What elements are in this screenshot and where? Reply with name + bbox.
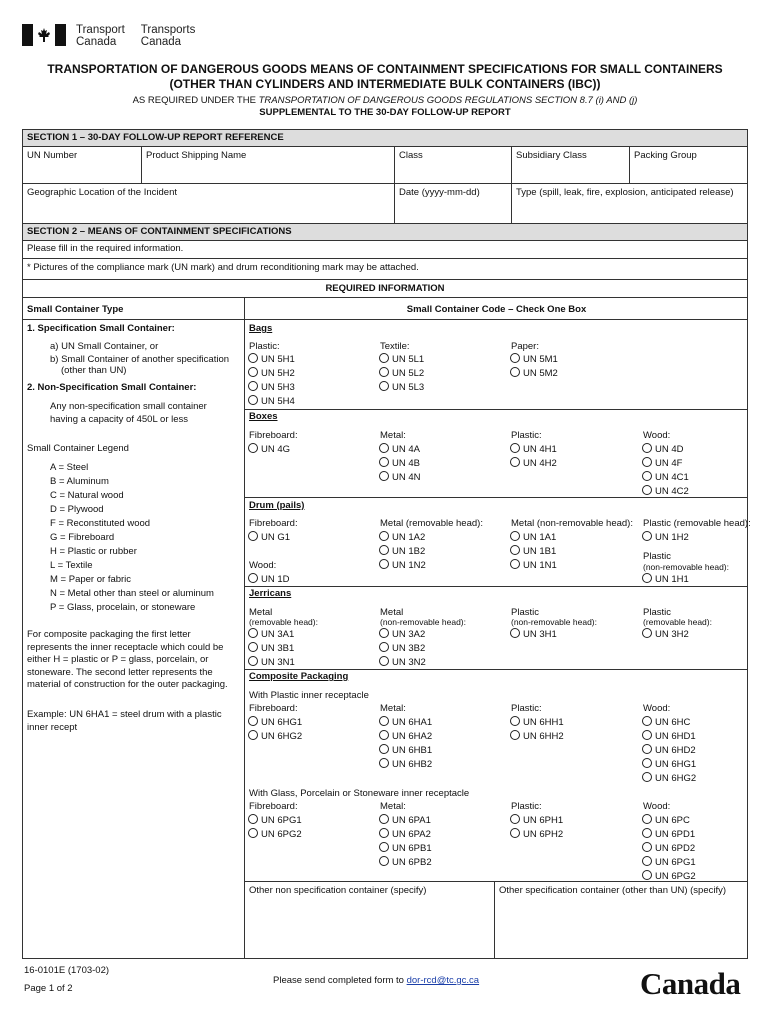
regulation-reference: AS REQUIRED UNDER THE TRANSPORTATION OF DANGEROUS GOODS REGULATIONS SECTION 8.7 (i) AND (j) bbox=[132, 95, 638, 106]
container-code-option[interactable] bbox=[642, 471, 689, 483]
subsidiary-class-field[interactable]: Subsidiary Class bbox=[516, 150, 587, 161]
legend-item: M = Paper or fabric bbox=[50, 574, 132, 585]
container-code-option[interactable] bbox=[379, 716, 432, 728]
radio-icon[interactable] bbox=[248, 628, 258, 638]
radio-icon[interactable] bbox=[642, 814, 652, 824]
small-container-type-heading: Small Container Type bbox=[27, 304, 124, 315]
example-line: Example: UN 6HA1 = steel drum with a plastic bbox=[27, 709, 222, 720]
jerricans-plastic-nonremovable-note: (non-removable head): bbox=[511, 617, 597, 627]
option-label: UN 6HH1 bbox=[523, 717, 564, 728]
composite-line: represents the inner receptacle which could be bbox=[27, 641, 224, 653]
container-code-option[interactable] bbox=[510, 730, 564, 742]
radio-icon[interactable] bbox=[642, 828, 652, 838]
radio-icon[interactable] bbox=[642, 485, 652, 495]
option-label: UN 1A1 bbox=[523, 532, 557, 543]
container-code-option[interactable] bbox=[248, 573, 290, 585]
container-code-heading: Small Container Code – Check One Box bbox=[406, 304, 587, 315]
option-label: UN 6HD1 bbox=[655, 731, 696, 742]
container-code-option[interactable] bbox=[379, 628, 425, 640]
container-code-option[interactable] bbox=[379, 758, 432, 770]
drum-metal-removable-label: Metal (removable head): bbox=[380, 518, 483, 529]
container-code-option[interactable] bbox=[642, 457, 682, 469]
option-label: UN G1 bbox=[261, 532, 291, 543]
option-label: UN 3N2 bbox=[392, 657, 426, 668]
option-label: UN 3N1 bbox=[261, 657, 295, 668]
option-label: UN 6HB2 bbox=[392, 759, 433, 770]
option-label: UN 5H4 bbox=[261, 396, 295, 407]
option-label: UN 6PC bbox=[655, 815, 690, 826]
radio-icon[interactable] bbox=[248, 828, 258, 838]
container-code-option[interactable] bbox=[642, 744, 696, 756]
radio-icon[interactable] bbox=[379, 730, 389, 740]
radio-icon[interactable] bbox=[379, 381, 389, 391]
option-label: UN 5H1 bbox=[261, 354, 295, 365]
container-code-option[interactable] bbox=[510, 443, 557, 455]
legend-item: P = Glass, procelain, or stoneware bbox=[50, 602, 196, 613]
container-code-option[interactable] bbox=[379, 656, 426, 668]
container-code-option[interactable] bbox=[379, 856, 432, 868]
radio-icon[interactable] bbox=[379, 443, 389, 453]
product-shipping-name-field[interactable]: Product Shipping Name bbox=[146, 150, 247, 161]
option-label: UN 3H1 bbox=[523, 629, 557, 640]
container-code-option[interactable] bbox=[248, 656, 295, 668]
container-code-option[interactable] bbox=[379, 814, 431, 826]
bags-heading: Bags bbox=[249, 323, 273, 334]
option-label: UN 6HG1 bbox=[655, 759, 697, 770]
radio-icon[interactable] bbox=[510, 559, 520, 569]
boxes-fibreboard-label: Fibreboard: bbox=[249, 430, 298, 441]
comp-wood-label: Wood: bbox=[643, 703, 671, 714]
option-label: UN 6PB1 bbox=[392, 843, 432, 854]
dept-name-en: Transport Canada bbox=[76, 24, 125, 48]
option-label: UN 4A bbox=[392, 444, 420, 455]
legend-item: C = Natural wood bbox=[50, 490, 124, 501]
fill-instruction: Please fill in the required information. bbox=[27, 243, 184, 254]
container-code-option[interactable] bbox=[379, 367, 424, 379]
option-label: UN 3B2 bbox=[392, 643, 426, 654]
container-code-option[interactable] bbox=[510, 457, 557, 469]
option-label: UN 1N2 bbox=[392, 560, 426, 571]
container-code-option[interactable] bbox=[642, 573, 689, 585]
drum-fibreboard-label: Fibreboard: bbox=[249, 518, 298, 529]
container-code-option[interactable] bbox=[642, 730, 696, 742]
radio-icon[interactable] bbox=[642, 531, 652, 541]
boxes-wood-label: Wood: bbox=[643, 430, 671, 441]
date-field[interactable]: Date (yyyy-mm-dd) bbox=[399, 187, 480, 198]
bags-paper-label: Paper: bbox=[511, 341, 539, 352]
un-number-field[interactable]: UN Number bbox=[27, 150, 78, 161]
option-label: UN 5L1 bbox=[392, 354, 425, 365]
legend-heading: Small Container Legend bbox=[27, 443, 129, 454]
composite-heading: Composite Packaging bbox=[249, 671, 349, 682]
send-instruction: Please send completed form to dor-rcd@tc.gc.ca bbox=[273, 975, 480, 986]
radio-icon[interactable] bbox=[510, 628, 520, 638]
option-label: UN 3H2 bbox=[655, 629, 689, 640]
radio-icon[interactable] bbox=[379, 367, 389, 377]
option-label: UN 6HG2 bbox=[655, 773, 697, 784]
radio-icon[interactable] bbox=[510, 814, 520, 824]
radio-icon[interactable] bbox=[379, 471, 389, 481]
radio-icon[interactable] bbox=[510, 716, 520, 726]
option-label: UN 1H1 bbox=[655, 574, 689, 585]
composite-line: material of construction for the outer packaging. bbox=[27, 679, 228, 691]
required-information-heading: REQUIRED INFORMATION bbox=[325, 283, 445, 294]
container-code-option[interactable] bbox=[510, 367, 558, 379]
option-label: UN 6PG1 bbox=[655, 857, 696, 868]
option-label: UN 5M2 bbox=[523, 368, 558, 379]
option-label: UN 6PH2 bbox=[523, 829, 564, 840]
container-code-option[interactable] bbox=[379, 471, 421, 483]
jerricans-plastic-removable-label: Plastic bbox=[643, 607, 671, 618]
jerricans-heading: Jerricans bbox=[249, 588, 292, 599]
option-label: UN 6PH1 bbox=[523, 815, 564, 826]
container-code-option[interactable] bbox=[510, 814, 563, 826]
boxes-metal-label: Metal: bbox=[380, 430, 406, 441]
drum-wood-label: Wood: bbox=[249, 560, 277, 571]
option-label: UN 6HA1 bbox=[392, 717, 433, 728]
non-spec-description-1: Any non-specification small container bbox=[50, 401, 207, 412]
radio-icon[interactable] bbox=[642, 842, 652, 852]
boxes-heading: Boxes bbox=[249, 411, 278, 422]
section-1-title: SECTION 1 – 30-DAY FOLLOW-UP REPORT REFERENCE bbox=[23, 130, 747, 146]
option-label: UN 3B1 bbox=[261, 643, 295, 654]
legend-item: F = Reconstituted wood bbox=[50, 518, 151, 529]
drum-metal-nonremovable-label: Metal (non-removable head): bbox=[511, 518, 633, 529]
option-label: UN 6PG1 bbox=[261, 815, 302, 826]
radio-icon[interactable] bbox=[510, 353, 520, 363]
option-label: UN 6HG2 bbox=[261, 731, 303, 742]
section-2-title: SECTION 2 – MEANS OF CONTAINMENT SPECIFICATIONS bbox=[23, 224, 747, 240]
radio-icon[interactable] bbox=[379, 545, 389, 555]
container-code-option[interactable] bbox=[642, 443, 684, 455]
option-label: UN 1B1 bbox=[523, 546, 557, 557]
container-code-option[interactable] bbox=[642, 856, 696, 868]
option-label: UN 5M1 bbox=[523, 354, 558, 365]
legend-item: H = Plastic or rubber bbox=[50, 546, 137, 557]
option-label: UN 6HD2 bbox=[655, 745, 696, 756]
radio-icon[interactable] bbox=[379, 628, 389, 638]
radio-icon[interactable] bbox=[379, 842, 389, 852]
container-code-option[interactable] bbox=[248, 828, 302, 840]
comp2-wood-label: Wood: bbox=[643, 801, 671, 812]
option-label: UN 4C2 bbox=[655, 486, 689, 497]
option-label: UN 1A2 bbox=[392, 532, 426, 543]
non-spec-description-2: having a capacity of 450L or less bbox=[50, 414, 189, 425]
container-code-option[interactable] bbox=[642, 758, 696, 770]
option-label: UN 4N bbox=[392, 472, 421, 483]
radio-icon[interactable] bbox=[642, 573, 652, 583]
composite-line: stoneware. The second letter represents the bbox=[27, 666, 213, 678]
radio-icon[interactable] bbox=[379, 656, 389, 666]
container-code-option[interactable] bbox=[510, 628, 557, 640]
pictures-note: * Pictures of the compliance mark (UN mark) and drum reconditioning mark may be attached. bbox=[27, 262, 419, 273]
comp2-metal-label: Metal: bbox=[380, 801, 406, 812]
radio-icon[interactable] bbox=[248, 531, 258, 541]
radio-icon[interactable] bbox=[642, 716, 652, 726]
container-code-option[interactable] bbox=[379, 353, 424, 365]
option-label: UN 4C1 bbox=[655, 472, 689, 483]
radio-icon[interactable] bbox=[379, 457, 389, 467]
container-code-option[interactable] bbox=[379, 443, 420, 455]
jerricans-metal-removable-note: (removable head): bbox=[249, 617, 318, 627]
container-code-option[interactable] bbox=[379, 457, 420, 469]
container-code-option[interactable] bbox=[379, 559, 426, 571]
option-label: UN 5H2 bbox=[261, 368, 295, 379]
legend-item: G = Fibreboard bbox=[50, 532, 115, 543]
drum-plastic-nonremovable-note: (non-removable head): bbox=[643, 562, 729, 572]
radio-icon[interactable] bbox=[642, 772, 652, 782]
radio-icon[interactable] bbox=[379, 353, 389, 363]
option-b: b) Small Container of another specification bbox=[50, 354, 230, 365]
option-label: UN 6PB2 bbox=[392, 857, 432, 868]
radio-icon[interactable] bbox=[510, 457, 520, 467]
bags-plastic-label: Plastic: bbox=[249, 341, 280, 352]
option-label: UN 1D bbox=[261, 574, 290, 585]
container-code-option[interactable] bbox=[248, 716, 302, 728]
comp-fibreboard-label: Fibreboard: bbox=[249, 703, 298, 714]
container-code-option[interactable] bbox=[642, 772, 696, 784]
radio-icon[interactable] bbox=[248, 381, 258, 391]
container-code-option[interactable] bbox=[248, 531, 290, 543]
radio-icon[interactable] bbox=[379, 716, 389, 726]
composite-line: For composite packaging the first letter bbox=[27, 629, 191, 640]
radio-icon[interactable] bbox=[510, 730, 520, 740]
radio-icon[interactable] bbox=[248, 814, 258, 824]
option-label: UN 5H3 bbox=[261, 382, 295, 393]
jerricans-plastic-removable-note: (removable head): bbox=[643, 617, 712, 627]
radio-icon[interactable] bbox=[248, 716, 258, 726]
canada-flag-icon bbox=[22, 24, 66, 46]
container-code-option[interactable] bbox=[642, 842, 695, 854]
container-code-option[interactable] bbox=[642, 628, 689, 640]
option-label: UN 6HH2 bbox=[523, 731, 564, 742]
glass-inner-heading: With Glass, Porcelain or Stoneware inner receptacle bbox=[249, 788, 470, 799]
composite-line: either H = plastic or P = glass, porcelain, or bbox=[27, 654, 209, 666]
container-code-option[interactable] bbox=[248, 353, 295, 365]
jerricans-plastic-nonremovable-label: Plastic bbox=[511, 607, 539, 618]
radio-icon[interactable] bbox=[248, 367, 258, 377]
legend-item: B = Aluminum bbox=[50, 476, 109, 487]
radio-icon[interactable] bbox=[248, 573, 258, 583]
option-label: UN 1N1 bbox=[523, 560, 557, 571]
other-spec-field[interactable]: Other specification container (other than UN) (specify) bbox=[499, 885, 727, 896]
form-number: 16-0101E (1703-02) bbox=[24, 965, 110, 976]
radio-icon[interactable] bbox=[642, 443, 652, 453]
container-code-option[interactable] bbox=[510, 545, 556, 557]
comp2-fibreboard-label: Fibreboard: bbox=[249, 801, 298, 812]
container-code-option[interactable] bbox=[248, 814, 302, 826]
radio-icon[interactable] bbox=[248, 443, 258, 453]
container-code-option[interactable] bbox=[510, 828, 563, 840]
option-label: UN 4H1 bbox=[523, 444, 557, 455]
container-code-option[interactable] bbox=[248, 642, 294, 654]
radio-icon[interactable] bbox=[642, 457, 652, 467]
container-code-option[interactable] bbox=[379, 642, 425, 654]
radio-icon[interactable] bbox=[510, 828, 520, 838]
option-label: UN 6PD2 bbox=[655, 843, 696, 854]
radio-icon[interactable] bbox=[642, 744, 652, 754]
radio-icon[interactable] bbox=[642, 758, 652, 768]
container-code-option[interactable] bbox=[379, 842, 432, 854]
radio-icon[interactable] bbox=[379, 828, 389, 838]
option-label: UN 6PD1 bbox=[655, 829, 696, 840]
container-code-option[interactable] bbox=[510, 531, 556, 543]
drum-plastic-nonremovable-label: Plastic bbox=[643, 551, 671, 562]
radio-icon[interactable] bbox=[379, 744, 389, 754]
radio-icon[interactable] bbox=[642, 628, 652, 638]
radio-icon[interactable] bbox=[510, 531, 520, 541]
radio-icon[interactable] bbox=[510, 545, 520, 555]
non-specification-heading: 2. Non-Specification Small Container: bbox=[27, 382, 197, 393]
container-code-option[interactable] bbox=[379, 545, 425, 557]
radio-icon[interactable] bbox=[248, 642, 258, 652]
radio-icon[interactable] bbox=[379, 642, 389, 652]
container-code-option[interactable] bbox=[248, 395, 295, 407]
container-code-option[interactable] bbox=[248, 367, 295, 379]
option-label: UN 1B2 bbox=[392, 546, 426, 557]
legend-item: A = Steel bbox=[50, 462, 89, 473]
packing-group-field[interactable]: Packing Group bbox=[634, 150, 697, 161]
option-label: UN 6HG1 bbox=[261, 717, 303, 728]
option-label: UN 6PA1 bbox=[392, 815, 431, 826]
option-label: UN 1H2 bbox=[655, 532, 689, 543]
geographic-location-field[interactable]: Geographic Location of the Incident bbox=[27, 187, 177, 198]
option-label: UN 5L2 bbox=[392, 368, 425, 379]
radio-icon[interactable] bbox=[642, 870, 652, 880]
option-label: UN 6HB1 bbox=[392, 745, 433, 756]
container-code-option[interactable] bbox=[379, 744, 432, 756]
container-code-option[interactable] bbox=[248, 628, 294, 640]
option-label: UN 4F bbox=[655, 458, 683, 469]
legend-item: L = Textile bbox=[50, 560, 93, 571]
radio-icon[interactable] bbox=[642, 730, 652, 740]
option-label: UN 4D bbox=[655, 444, 684, 455]
class-field[interactable]: Class bbox=[399, 150, 423, 161]
radio-icon[interactable] bbox=[510, 367, 520, 377]
radio-icon[interactable] bbox=[379, 531, 389, 541]
container-code-option[interactable] bbox=[248, 381, 295, 393]
container-code-option[interactable] bbox=[379, 381, 424, 393]
option-label: UN 3A2 bbox=[392, 629, 426, 640]
comp-metal-label: Metal: bbox=[380, 703, 406, 714]
supplemental-note: SUPPLEMENTAL TO THE 30-DAY FOLLOW-UP REPORT bbox=[259, 107, 511, 118]
boxes-plastic-label: Plastic: bbox=[511, 430, 542, 441]
jerricans-metal-nonremovable-note: (non-removable head): bbox=[380, 617, 466, 627]
legend-item: N = Metal other than steel or aluminum bbox=[50, 588, 214, 599]
container-code-option[interactable] bbox=[510, 353, 558, 365]
option-label: UN 5L3 bbox=[392, 382, 425, 393]
comp-plastic-label: Plastic: bbox=[511, 703, 542, 714]
radio-icon[interactable] bbox=[248, 395, 258, 405]
option-label: UN 4H2 bbox=[523, 458, 557, 469]
container-code-option[interactable] bbox=[642, 870, 696, 882]
container-code-option[interactable] bbox=[642, 531, 689, 543]
plastic-inner-heading: With Plastic inner receptacle bbox=[249, 690, 369, 701]
legend-item: D = Plywood bbox=[50, 504, 104, 515]
bags-textile-label: Textile: bbox=[380, 341, 410, 352]
option-label: UN 4B bbox=[392, 458, 420, 469]
container-code-option[interactable] bbox=[248, 443, 290, 455]
radio-icon[interactable] bbox=[642, 471, 652, 481]
page-number: Page 1 of 2 bbox=[24, 983, 73, 994]
option-label: UN 4G bbox=[261, 444, 291, 455]
container-code-option[interactable] bbox=[642, 828, 695, 840]
container-code-option[interactable] bbox=[642, 485, 689, 497]
option-label: UN 3A1 bbox=[261, 629, 295, 640]
other-non-spec-field[interactable]: Other non specification container (specify) bbox=[249, 885, 427, 896]
radio-icon[interactable] bbox=[248, 353, 258, 363]
option-a: a) UN Small Container, or bbox=[50, 341, 159, 352]
container-code-option[interactable] bbox=[510, 716, 564, 728]
government-header bbox=[22, 24, 195, 48]
container-code-option[interactable] bbox=[642, 716, 690, 728]
specification-heading: 1. Specification Small Container: bbox=[27, 323, 175, 334]
radio-icon[interactable] bbox=[379, 758, 389, 768]
container-code-option[interactable] bbox=[379, 828, 431, 840]
radio-icon[interactable] bbox=[379, 814, 389, 824]
option-b-note: (other than UN) bbox=[61, 365, 127, 376]
option-label: UN 6HC bbox=[655, 717, 691, 728]
dept-name-fr: Transports Canada bbox=[140, 24, 196, 48]
radio-icon[interactable] bbox=[248, 656, 258, 666]
jerricans-metal-nonremovable-label: Metal bbox=[380, 607, 404, 618]
container-code-option[interactable] bbox=[379, 531, 425, 543]
example-line: inner recept bbox=[27, 721, 78, 733]
canada-wordmark: Canada bbox=[640, 966, 741, 1001]
radio-icon[interactable] bbox=[248, 730, 258, 740]
form-title: TRANSPORTATION OF DANGEROUS GOODS MEANS OF CONTAINMENT SPECIFICATIONS FOR SMALL CONTAINERS (OTHER THAN CYLINDERS AND INTERMEDIATE BULK CONTAINERS (IBC)) bbox=[47, 62, 723, 91]
option-label: UN 6PG2 bbox=[655, 871, 696, 882]
container-code-option[interactable] bbox=[510, 559, 557, 571]
incident-type-field[interactable]: Type (spill, leak, fire, explosion, anticipated release) bbox=[516, 187, 734, 198]
comp2-plastic-label: Plastic: bbox=[511, 801, 542, 812]
option-label: UN 6PG2 bbox=[261, 829, 302, 840]
container-code-option[interactable] bbox=[379, 730, 432, 742]
drum-plastic-removable-label: Plastic (removable head): bbox=[643, 518, 751, 529]
container-code-option[interactable] bbox=[248, 730, 302, 742]
email-link[interactable]: dor-rcd@tc.gc.ca bbox=[406, 975, 480, 986]
radio-icon[interactable] bbox=[510, 443, 520, 453]
drum-heading: Drum (pails) bbox=[249, 500, 305, 511]
jerricans-metal-removable-label: Metal bbox=[249, 607, 273, 618]
radio-icon[interactable] bbox=[642, 856, 652, 866]
option-label: UN 6HA2 bbox=[392, 731, 433, 742]
container-code-option[interactable] bbox=[642, 814, 690, 826]
option-label: UN 6PA2 bbox=[392, 829, 431, 840]
radio-icon[interactable] bbox=[379, 856, 389, 866]
radio-icon[interactable] bbox=[379, 559, 389, 569]
